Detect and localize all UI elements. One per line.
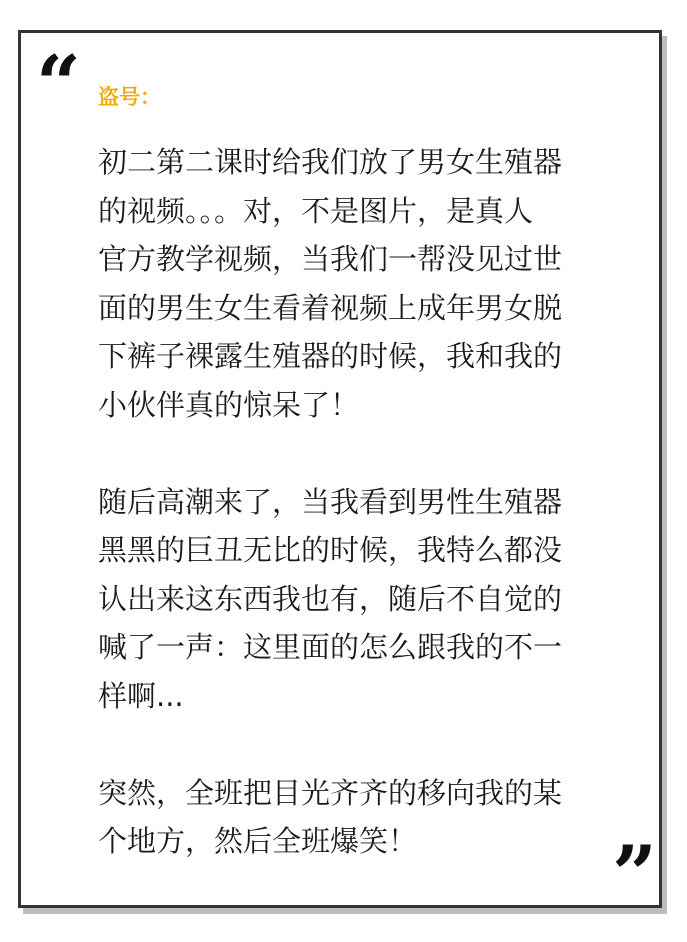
paragraph-2: 随后高潮来了，当我看到男性生殖器 黑黑的巨丑无比的时候，我特么都没 认出来这东西我也有，随后不自觉的 喊了一声：这里面的怎么跟我的不一 样啊... [98, 484, 563, 713]
close-quote-icon: ” [612, 829, 653, 920]
author-label: 盗号： [98, 85, 161, 109]
story-text [98, 138, 618, 866]
open-quote-icon: “ [36, 39, 77, 130]
paragraph-3: 突然，全班把目光齐齐的移向我的某 个地方，然后全班爆笑！ [98, 775, 563, 858]
paragraph-1: 初二第二课时给我们放了男女生殖器 的视频。。。对，不是图片，是真人 官方教学视频，当我们一帮没见过世 面的男生女生看着视频上成年男女脱 下裤子裸露生殖器的时候，我和我的 小伙伴真的惊呆了！ [98, 145, 563, 422]
